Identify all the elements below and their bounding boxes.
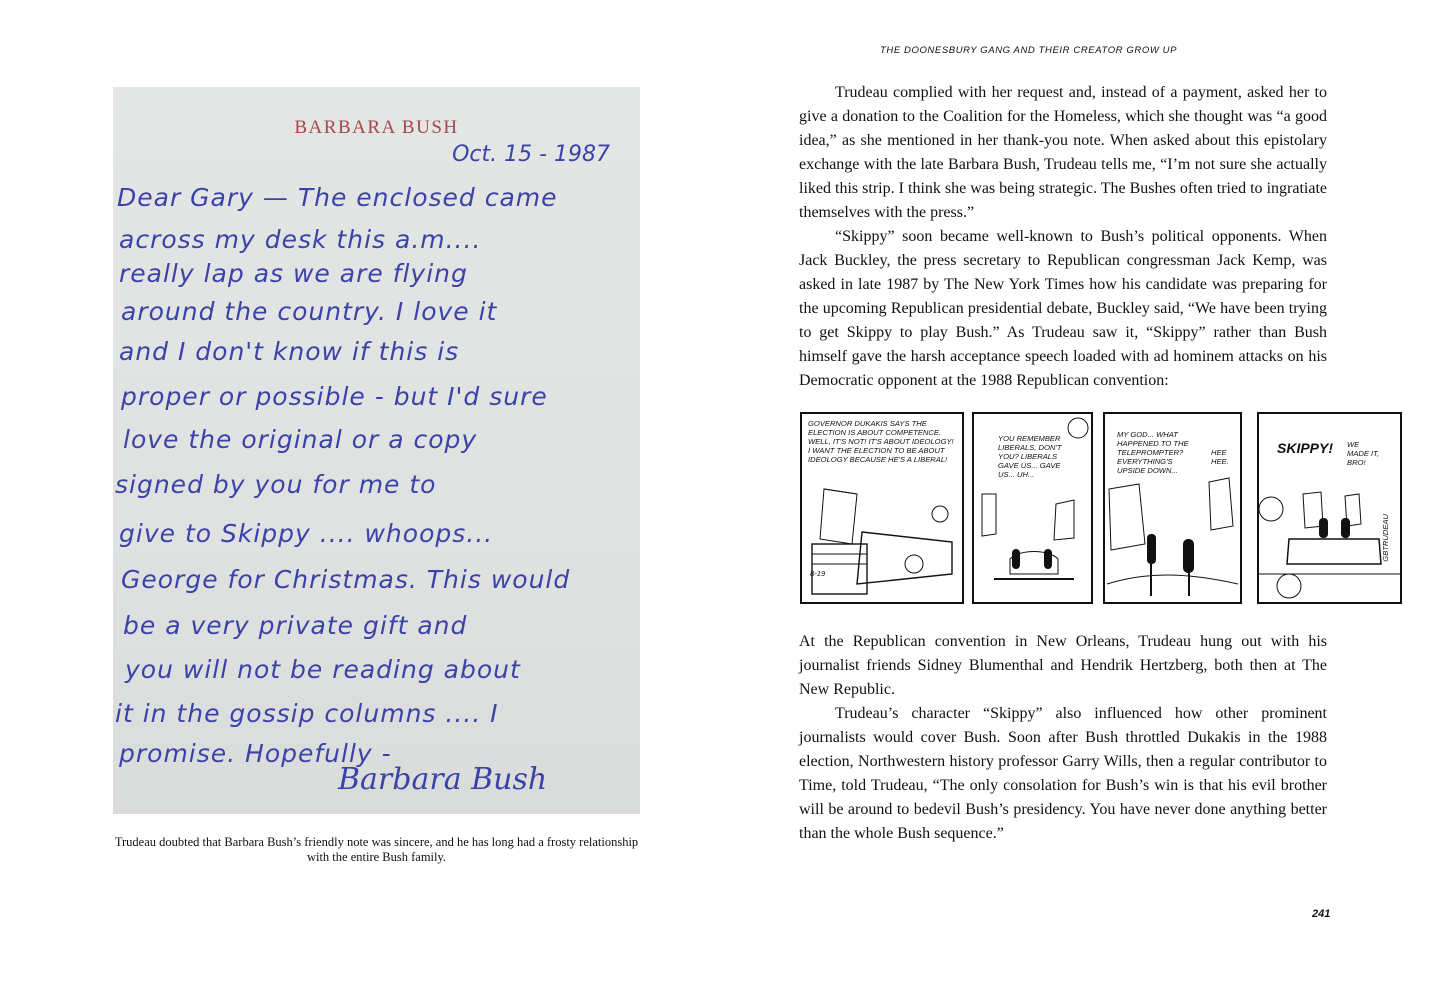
letter-date: Oct. 15 - 1987	[452, 142, 610, 167]
letter-line: and I don't know if this is	[119, 337, 460, 366]
barbara-bush-letter-image	[113, 87, 640, 814]
letterhead: BARBARA BUSH	[294, 117, 459, 138]
strip-date: 8-19	[810, 569, 826, 578]
comic-panel-2	[972, 412, 1093, 604]
comic-panel-3	[1103, 412, 1242, 604]
letter-line: Dear Gary — The enclosed came	[117, 183, 558, 212]
letter-line: love the original or a copy	[123, 425, 478, 454]
running-head: THE DOONESBURY GANG AND THEIR CREATOR GROW UP	[879, 45, 1178, 56]
letter-line: proper or possible - but I'd sure	[121, 382, 548, 411]
comic-panel-4	[1257, 412, 1402, 604]
comic-panel-1	[800, 412, 964, 604]
letter-line: be a very private gift and	[123, 611, 468, 640]
right-page	[720, 0, 1440, 996]
body-paragraph: Trudeau’s character “Skippy” also influenced how other prominent journalists would cover Bush. Soon after Bush throttled Dukakis in the 1988 election, Northwestern history professor Garry Wills, then a regular contributor to Time, told Trudeau, “The only consolation for Bush’s win is that his evil brother will be around to bedevil Bush’s presidency. You have never done anything better than the whole Bush sequence.”	[799, 705, 1327, 842]
podium-drawing	[974, 414, 1091, 602]
page-number: 241	[1312, 908, 1331, 920]
letter-line: really lap as we are flying	[119, 259, 468, 288]
podium-drawing	[1105, 414, 1240, 602]
letter-line: across my desk this a.m....	[119, 225, 482, 254]
letter-line: it in the gossip columns .... I	[115, 699, 499, 728]
letter-line: you will not be reading about	[125, 655, 521, 684]
doonesbury-comic-strip	[800, 412, 1401, 602]
podium-drawing	[1259, 414, 1400, 602]
handwritten-signature: Barbara Bush	[338, 762, 548, 797]
speech-balloon: GOVERNOR DUKAKIS SAYS THE ELECTION IS ABOUT COMPETENCE. WELL, IT'S NOT! IT'S ABOUT IDEOLOGY! I WANT THE ELECTION TO BE ABOUT IDEOLOGY BECAUSE HE'S A LIBERAL!	[808, 419, 954, 464]
letter-line: promise. Hopefully -	[119, 739, 392, 768]
skippy-exclamation: SKIPPY!	[1277, 440, 1334, 456]
letter-line: give to Skippy .... whoops...	[119, 519, 494, 548]
speech-balloon: WE MADE IT, BRO!	[1347, 440, 1380, 467]
speech-balloon: YOU REMEMBER LIBERALS, DON'T YOU? LIBERALS GAVE US... GAVE US... UH...	[998, 434, 1062, 479]
speech-balloon: MY GOD... WHAT HAPPENED TO THE TELEPROMPTER? EVERYTHING'S UPSIDE DOWN...	[1117, 430, 1189, 475]
podium-drawing	[802, 414, 962, 602]
speech-balloon: HEE HEE.	[1211, 448, 1229, 466]
artist-signature: GBTRUDEAU	[1381, 514, 1390, 562]
body-paragraph: At the Republican convention in New Orleans, Trudeau hung out with his journalist friends Sidney Blumenthal and Hendrik Hertzberg, both then at The New Republic.	[799, 633, 1327, 698]
figure-caption: Trudeau doubted that Barbara Bush’s friendly note was sincere, and he has long had a frosty relationship with the entire Bush family.	[114, 835, 639, 864]
letter-line: signed by you for me to	[115, 470, 437, 499]
letter-line: George for Christmas. This would	[121, 565, 571, 594]
letter-line: around the country. I love it	[121, 297, 498, 326]
body-paragraph: Trudeau complied with her request and, instead of a payment, asked her to give a donation to the Coalition for the Homeless, which she thought was “a good idea,” as she mentioned in her thank-you note. When asked about this epistolary exchange with the late Barbara Bush, Trudeau tells me, “I’m not sure she actually liked this strip. I think she was being strategic. The Bushes often tried to ingratiate themselves with the press.”	[799, 84, 1327, 221]
body-paragraph: “Skippy” soon became well-known to Bush’s political opponents. When Jack Buckley, the press secretary to Republican congressman Jack Kemp, was asked in late 1987 by The New York Times how his candidate was preparing for the upcoming Republican presidential debate, Buckley said, “We have been trying to get Skippy to play Bush.” As Trudeau saw it, “Skippy” rather than Bush himself gave the harsh acceptance speech loaded with ad hominem attacks on his Democratic opponent at the 1988 Republican convention:	[799, 228, 1327, 389]
